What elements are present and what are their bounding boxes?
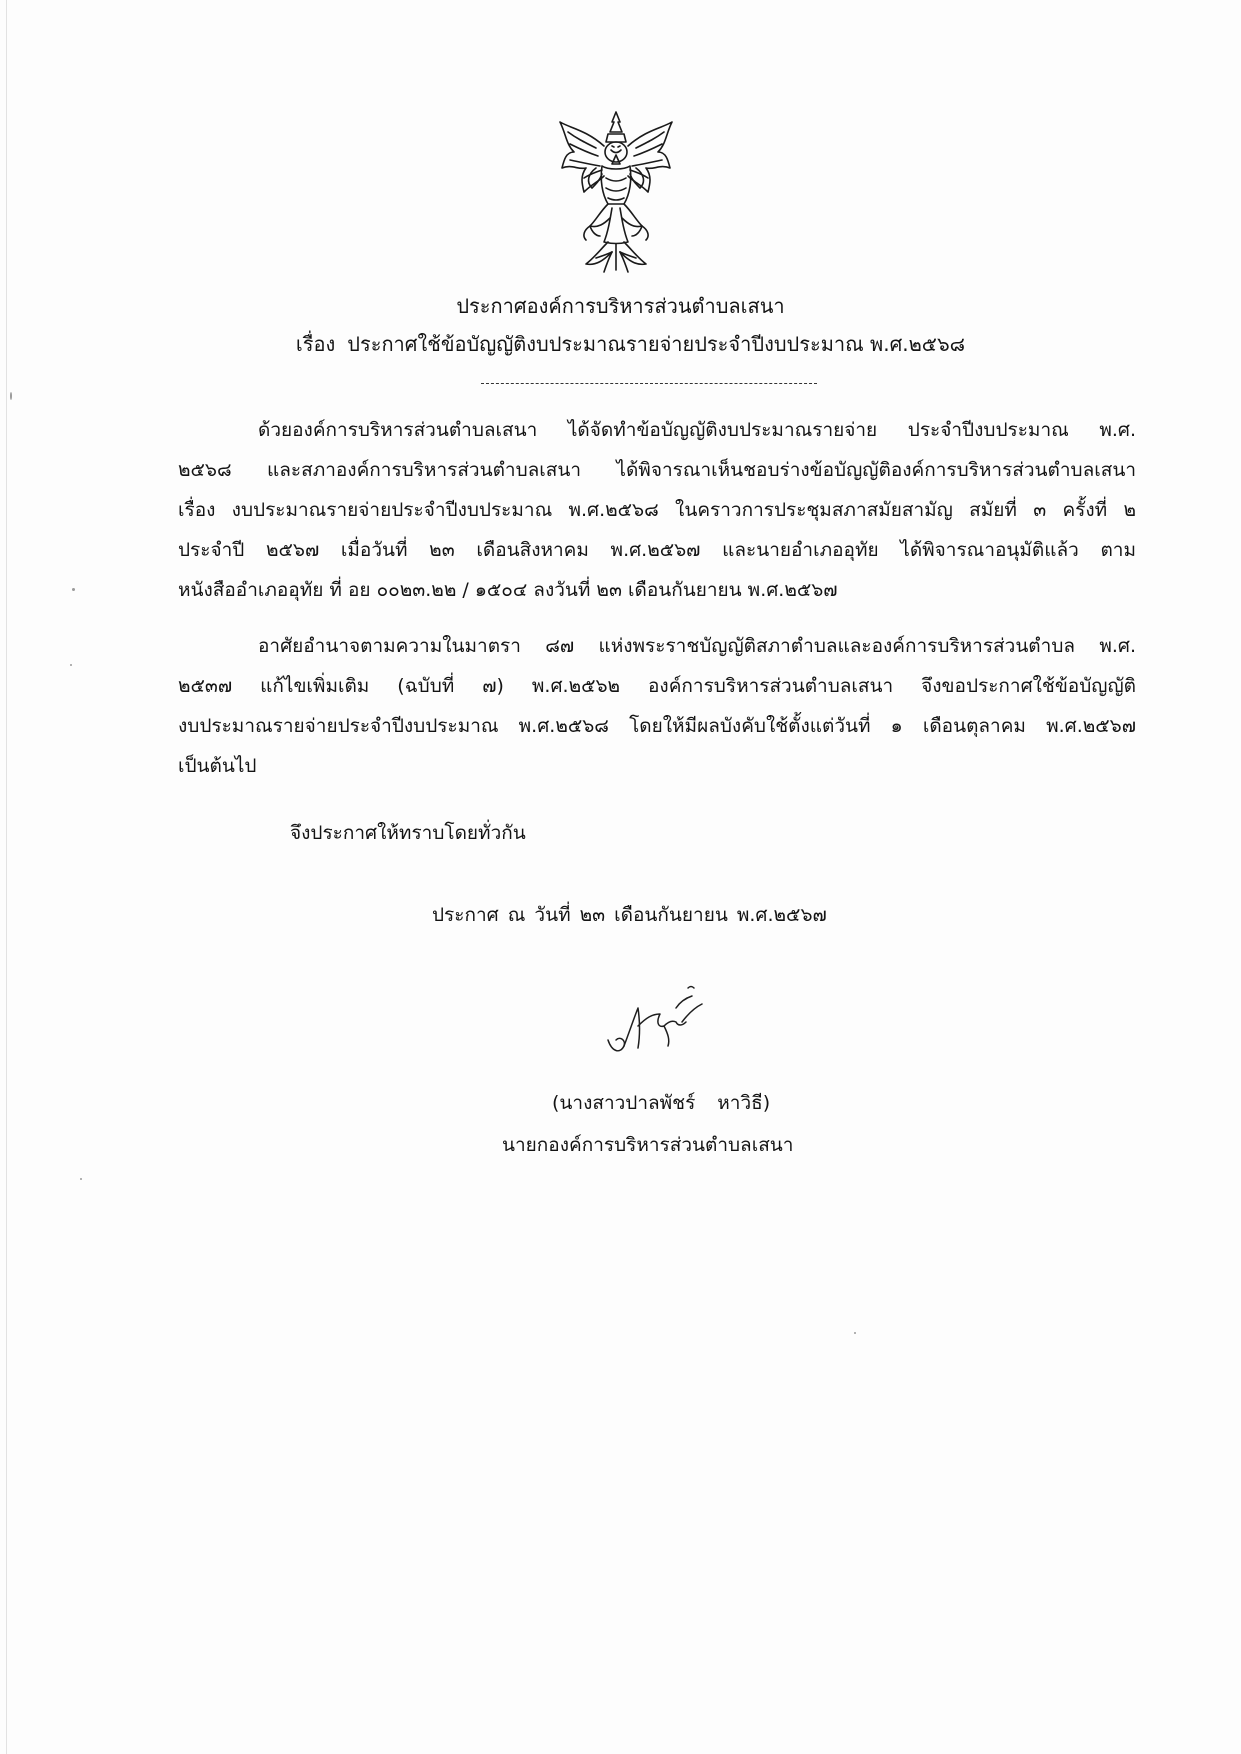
scan-speck — [80, 1178, 82, 1180]
announcement-subject — [10, 328, 1241, 360]
subject-label: เรื่อง — [295, 332, 336, 356]
paragraph-line: ประจำปี ๒๕๖๗ เมื่อวันที่ ๒๓ เดือนสิงหาคม พ.ศ.๒๕๖๗ และนายอำเภออุทัย ได้พิจารณาอนุมัติแล้ว ตาม — [178, 539, 1136, 561]
paragraph-line: เรื่อง งบประมาณรายจ่ายประจำปีงบประมาณ พ.ศ.๒๕๖๘ ในคราวการประชุมสภาสมัยสามัญ สมัยที่ ๓ ครั้งที่ ๒ — [178, 499, 1136, 521]
paragraph-budget-background — [178, 410, 1136, 610]
scan-speck — [70, 664, 72, 666]
closing-statement: จึงประกาศให้ทราบโดยทั่วกัน — [290, 822, 526, 844]
scan-edge-line — [6, 0, 7, 1754]
scan-speck — [854, 1332, 856, 1334]
scan-speck — [10, 392, 12, 400]
announcement-title — [0, 290, 1241, 322]
subject-text: ประกาศใช้ข้อบัญญัติงบประมาณรายจ่ายประจำปีงบประมาณ พ.ศ.๒๕๖๘ — [347, 332, 966, 356]
scan-speck — [72, 588, 75, 591]
garuda-emblem-icon — [556, 108, 676, 274]
paragraph-line: ๒๕๖๘ และสภาองค์การบริหารส่วนตำบลเสนา ได้พิจารณาเห็นชอบร่างข้อบัญญัติองค์การบริหารส่วนตำบลเสนา — [178, 459, 1136, 481]
paragraph-line: ๒๕๓๗ แก้ไขเพิ่มเติม (ฉบับที่ ๗) พ.ศ.๒๕๖๒ องค์การบริหารส่วนตำบลเสนา จึงขอประกาศใช้ข้อบัญญัติ — [178, 675, 1136, 697]
signer-name-suffix: หาวิธี) — [717, 1092, 771, 1114]
paragraph-line: ด้วยองค์การบริหารส่วนตำบลเสนา ได้จัดทำข้อบัญญัติงบประมาณรายจ่าย ประจำปีงบประมาณ พ.ศ. — [258, 419, 1136, 441]
signer-position: นายกองค์การบริหารส่วนตำบลเสนา — [502, 1134, 794, 1156]
paragraph-legal-authority — [178, 626, 1136, 786]
paragraph-line: หนังสืออำเภออุทัย ที่ อย ๐๐๒๓.๒๒ / ๑๕๐๔ ลงวันที่ ๒๓ เดือนกันยายน พ.ศ.๒๕๖๗ — [178, 579, 838, 601]
paragraph-line: อาศัยอำนาจตามความในมาตรา ๘๗ แห่งพระราชบัญญัติสภาตำบลและองค์การบริหารส่วนตำบล พ.ศ. — [258, 635, 1136, 657]
paragraph-line: งบประมาณรายจ่ายประจำปีงบประมาณ พ.ศ.๒๕๖๘ โดยให้มีผลบังคับใช้ตั้งแต่วันที่ ๑ เดือนตุลาคม พ.ศ.๒๕๖๗ — [178, 715, 1136, 737]
handwritten-signature — [598, 978, 716, 1062]
signer-name-prefix: (นางสาวปาลพัชร์ — [552, 1092, 696, 1114]
organization-line: ประกาศองค์การบริหารส่วนตำบลเสนา — [456, 294, 785, 318]
paragraph-line: เป็นต้นไป — [178, 755, 257, 777]
announcement-date: ประกาศ ณ วันที่ ๒๓ เดือนกันยายน พ.ศ.๒๕๖๗ — [432, 904, 827, 926]
signer-name — [552, 1088, 770, 1118]
title-divider — [481, 383, 817, 384]
